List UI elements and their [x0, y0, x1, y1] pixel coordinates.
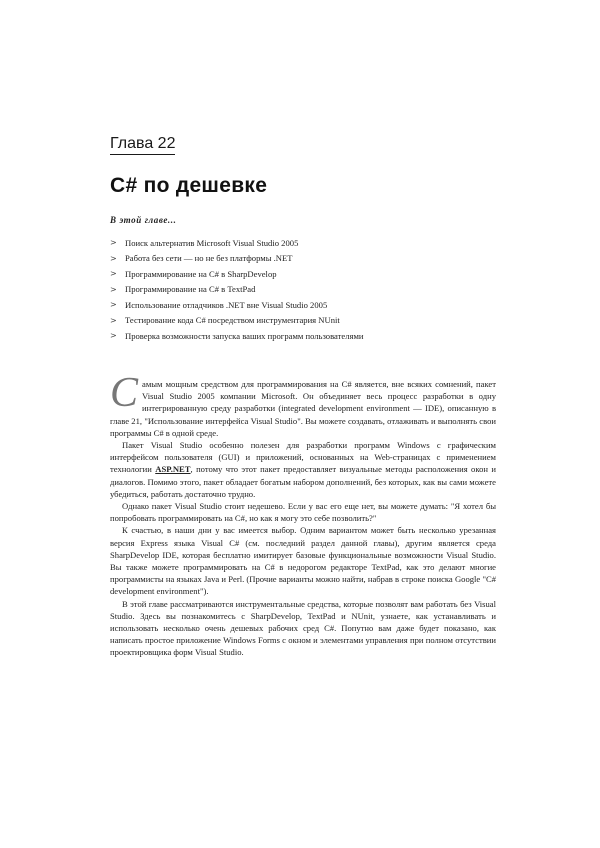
chapter-body: [110, 370, 496, 659]
list-item: [110, 266, 530, 282]
topic-text: Работа без сети — но не без платформы .NET: [125, 253, 293, 264]
list-item: [110, 313, 530, 329]
chevron-right-icon: >: [110, 331, 117, 341]
chevron-right-icon: >: [110, 315, 117, 325]
topic-text: Программирование на C# в TextPad: [125, 284, 256, 295]
intro-paragraph: [110, 370, 496, 439]
topic-text: Программирование на C# в SharpDevelop: [125, 268, 277, 279]
topic-text: Поиск альтернатив Microsoft Visual Studio 2005: [125, 237, 299, 248]
body-paragraph: К счастью, в наши дни у вас имеется выбор. Одним вариантом может быть несколько урезанная версия Express языка Visual C# (см. последний раздел данной главы), другим является среда SharpDevelop IDE, которая бесплатно имитирует базовые функциональные возможности Visual Studio. Вы также можете программировать на C# в недорогом редакторе TextPad, как это делают многие программисты на языках Java и Perl. (Прочие варианты можно найти, набрав в строке поиска Google "C# development environment").: [110, 525, 496, 597]
in-chapter-heading: В этой главе...: [110, 215, 177, 225]
topic-text: Тестирование кода C# посредством инструментария NUnit: [125, 315, 340, 326]
list-item: [110, 235, 530, 251]
paragraph-text: , потому что этот пакет предоставляет визуальные методы расположения окон и диалогов. Помимо этого, пакет обладает богатым набором дополнений, без которых, как вы сами можете убедиться, работать достаточно трудно.: [110, 464, 496, 499]
chevron-right-icon: >: [110, 238, 117, 248]
chapter-title: C# по дешевке: [110, 174, 268, 197]
body-paragraph: Однако пакет Visual Studio стоит недешево. Если у вас его еще нет, вы можете думать: "Я хотел бы попробовать программировать на C#, но как я могу это себе позволить?": [110, 501, 496, 524]
chevron-right-icon: >: [110, 253, 117, 263]
list-item: [110, 251, 530, 267]
list-item: [110, 282, 530, 298]
chevron-right-icon: >: [110, 300, 117, 310]
paragraph-text: Пакет Visual Studio особенно полезен для разработки программ Windows с графическим интерфейсом пользователя (GUI) и приложений, основанных на Web-страницах с применением технологии: [110, 440, 496, 475]
chapter-label: Глава 22: [110, 135, 175, 155]
paragraph-text: амым мощным средством для программирования на C# является, вне всяких сомнений, пакет Visual Studio 2005 компании Microsoft. Он объединяет весь процесс разработки в одну интегрированную среду разработки (integrated development environment — IDE), описанную в главе 21, "Использование интерфейса Visual Studio". Вы можете создавать, отлаживать и выполнять свои программы C# в одной среде.: [110, 379, 496, 438]
drop-cap: С: [110, 370, 139, 416]
body-paragraph: [110, 439, 496, 500]
list-item: [110, 328, 530, 344]
chapter-topics-list: [110, 235, 530, 344]
list-item: [110, 297, 530, 313]
topic-text: Использование отладчиков .NET вне Visual Studio 2005: [125, 299, 328, 310]
asp-net-link[interactable]: ASP.NET: [155, 464, 191, 475]
chevron-right-icon: >: [110, 269, 117, 279]
topic-text: Проверка возможности запуска ваших программ пользователями: [125, 330, 364, 341]
body-paragraph: В этой главе рассматриваются инструментальные средства, которые позволят вам работать без Visual Studio. Здесь вы познакомитесь с SharpDevelop, TextPad и NUnit, узнаете, как устанавливать и использовать несколько очень дешевых рабочих сред C#. Попутно вам даже будет показано, как написать простое приложение Windows Forms с окном и элементами управления при полном отсутствии проектировщика форм Visual Studio.: [110, 598, 496, 658]
chevron-right-icon: >: [110, 284, 117, 294]
